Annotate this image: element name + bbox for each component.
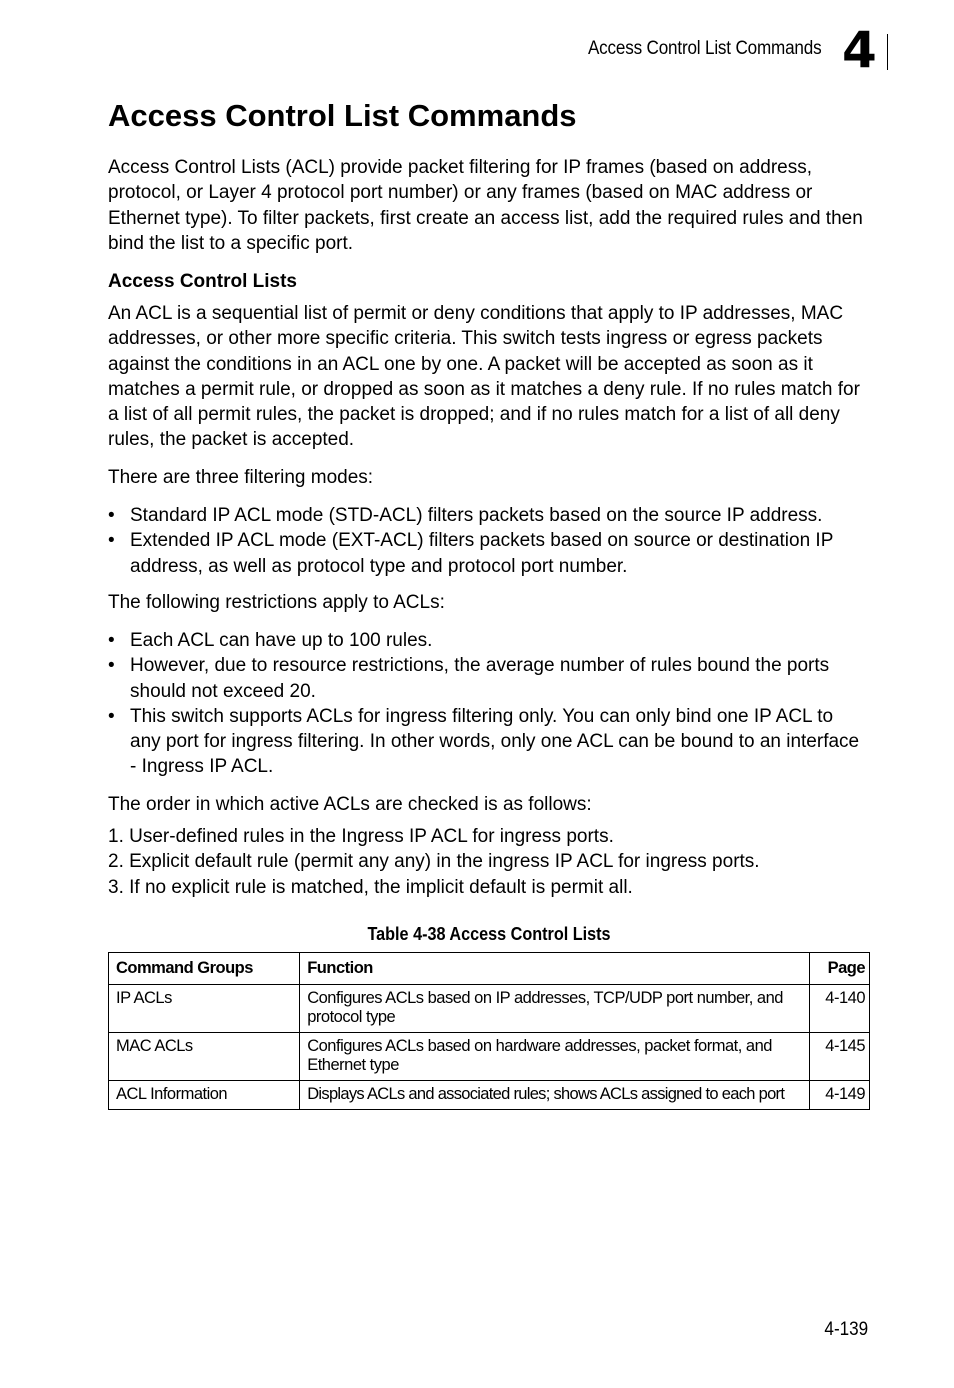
command-group-cell: ACL Information: [109, 1081, 300, 1110]
column-header: Function: [300, 953, 810, 985]
list-item: 3. If no explicit rule is matched, the implicit default is permit all.: [108, 876, 633, 898]
order-list: [108, 824, 868, 900]
restrictions-list: [108, 628, 868, 780]
restrictions-intro: The following restrictions apply to ACLs:: [108, 592, 445, 613]
list-item-text: Each ACL can have up to 100 rules.: [130, 630, 433, 651]
list-item: [108, 704, 868, 780]
acl-command-table: [108, 952, 870, 1110]
chapter-number: 4: [842, 21, 877, 79]
list-item-text: However, due to resource restrictions, the average number of rules bound the ports should not exceed 20.: [130, 655, 830, 702]
function-cell: Configures ACLs based on hardware addresses, packet format, and Ethernet type: [300, 1033, 810, 1081]
bullet: •: [108, 630, 115, 651]
table-row: [109, 985, 870, 1033]
column-header: Page: [810, 953, 870, 985]
bullet: •: [108, 655, 115, 677]
page-cell: 4-149: [810, 1081, 870, 1110]
order-intro: The order in which active ACLs are checked is as follows:: [108, 794, 592, 815]
section-heading: Access Control Lists: [108, 271, 297, 292]
command-group-cell: IP ACLs: [109, 985, 300, 1033]
acl-description: An ACL is a sequential list of permit or deny conditions that apply to IP addresses, MAC addresses, or other more specific criteria. This switch tests ingress or egress packets against the conditions in an ACL one by one. A packet will be accepted as soon as it matches a permit rule, or dropped as soon as it matches a deny rule. If no rules match for a list of all permit rules, the packet is dropped; and if no rules match for a list of all deny rules, the packet is accepted.: [108, 303, 860, 451]
modes-intro: There are three filtering modes:: [108, 467, 374, 488]
list-item: [108, 653, 868, 704]
list-item: [108, 503, 868, 528]
page-title: Access Control List Commands: [108, 98, 577, 133]
function-cell: Displays ACLs and associated rules; shows ACLs assigned to each port: [300, 1081, 810, 1110]
function-cell: Configures ACLs based on IP addresses, TCP/UDP port number, and protocol type: [300, 985, 810, 1033]
list-item-text: This switch supports ACLs for ingress filtering only. You can only bind one IP ACL to any port for ingress filtering. In other words, only one ACL can be bound to an interface - Ingress IP ACL.: [130, 705, 860, 778]
page-cell: 4-140: [810, 985, 870, 1033]
table-row: [109, 1033, 870, 1081]
list-item: [108, 628, 868, 653]
page-cell: 4-145: [810, 1033, 870, 1081]
table-header-row: [109, 953, 870, 985]
page-number: 4-139: [824, 1319, 869, 1340]
intro-paragraph: Access Control Lists (ACL) provide packet filtering for IP frames (based on address, protocol, or Layer 4 protocol port number) or any frames (based on MAC address or Ethernet type). To filter packets, first create an access list, add the required rules and then bind the list to a specific port.: [108, 157, 863, 254]
bullet: •: [108, 505, 115, 526]
bullet: •: [108, 530, 115, 552]
modes-list: [108, 503, 868, 579]
list-item: 2. Explicit default rule (permit any any) in the ingress IP ACL for ingress ports.: [108, 851, 760, 873]
table-caption: Table 4-38 Access Control Lists: [367, 924, 611, 944]
list-item: [108, 528, 868, 579]
chapter-divider: [887, 34, 888, 70]
list-item: 1. User-defined rules in the Ingress IP ACL for ingress ports.: [108, 826, 614, 847]
list-item-text: Extended IP ACL mode (EXT-ACL) filters packets based on source or destination IP address, as well as protocol type and protocol port number.: [130, 530, 834, 577]
command-group-cell: MAC ACLs: [109, 1033, 300, 1081]
list-item-text: Standard IP ACL mode (STD-ACL) filters packets based on the source IP address.: [130, 505, 823, 526]
bullet: •: [108, 705, 115, 727]
table-row: [109, 1081, 870, 1110]
running-header: Access Control List Commands: [587, 38, 821, 59]
column-header: Command Groups: [109, 953, 300, 985]
